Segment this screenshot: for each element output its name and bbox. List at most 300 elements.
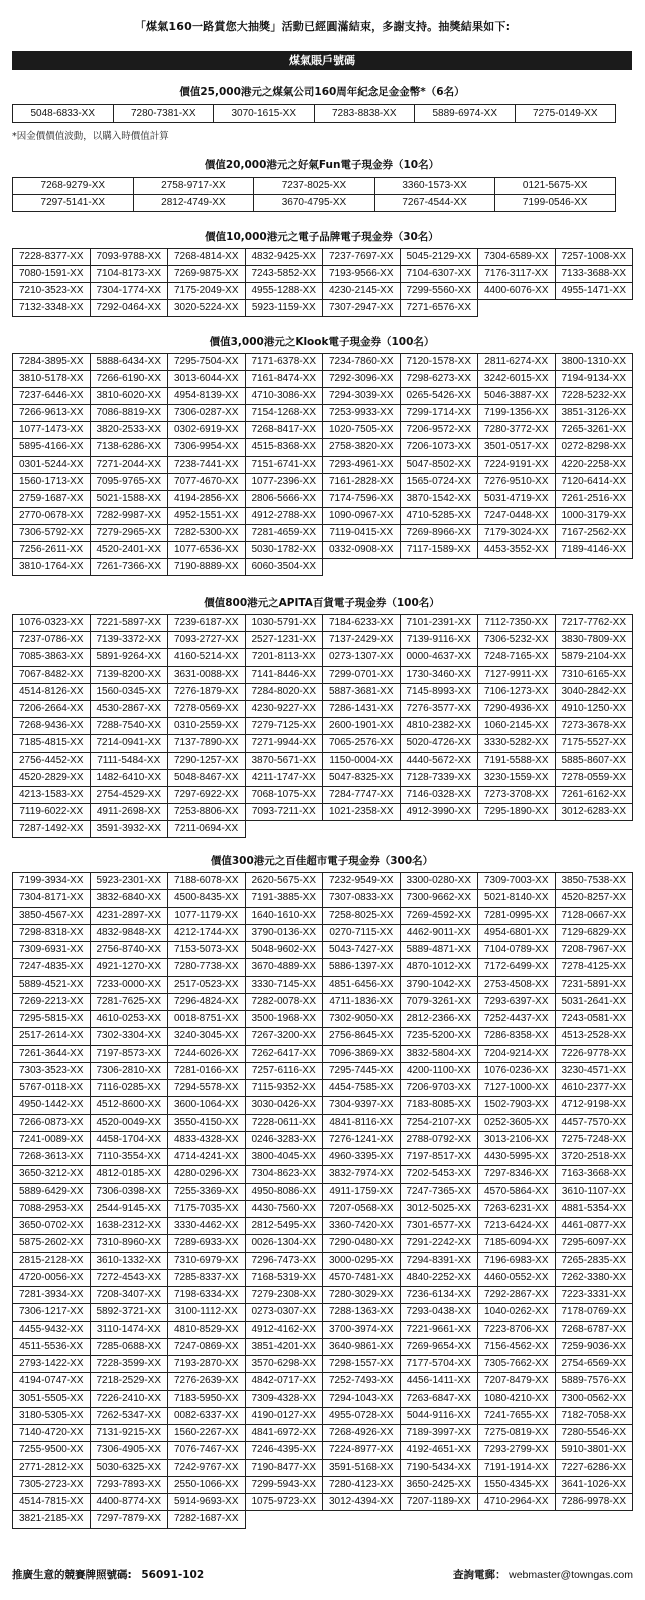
account-number-cell: 7271-6576-XX bbox=[401, 300, 479, 317]
account-number-cell: 3790-1042-XX bbox=[401, 977, 479, 994]
account-number-cell: 7151-6741-XX bbox=[246, 457, 324, 474]
account-number-cell: 3631-0088-XX bbox=[168, 667, 246, 684]
account-number-cell: 7303-3523-XX bbox=[13, 1063, 91, 1080]
account-number-cell: 7185-6094-XX bbox=[478, 1235, 556, 1252]
account-number-cell: 7175-5527-XX bbox=[556, 735, 634, 752]
account-number-cell: 7065-2576-XX bbox=[323, 735, 401, 752]
account-number-cell: 7191-5588-XX bbox=[478, 753, 556, 770]
account-number-cell: 7177-5704-XX bbox=[401, 1356, 479, 1373]
account-number-cell: 4457-7570-XX bbox=[556, 1115, 634, 1132]
account-number-cell: 7284-8020-XX bbox=[246, 684, 324, 701]
account-number-cell: 3360-1573-XX bbox=[375, 178, 496, 195]
account-number-cell: 7268-4814-XX bbox=[168, 249, 246, 266]
account-number-cell: 7217-7762-XX bbox=[556, 615, 634, 632]
account-number-cell: 5030-1782-XX bbox=[246, 542, 324, 559]
account-number-cell: 4194-0747-XX bbox=[13, 1373, 91, 1390]
table-row bbox=[13, 354, 633, 371]
account-number-cell: 7297-7879-XX bbox=[91, 1511, 169, 1528]
account-number-cell: 4912-4162-XX bbox=[246, 1322, 324, 1339]
account-number-cell: 3013-6044-XX bbox=[168, 371, 246, 388]
account-number-cell: 1077-2396-XX bbox=[246, 474, 324, 491]
account-number-cell: 7127-9911-XX bbox=[478, 667, 556, 684]
account-number-cell: 4912-3990-XX bbox=[401, 804, 479, 821]
account-number-cell: 7268-9436-XX bbox=[13, 718, 91, 735]
account-number-cell: 7304-8171-XX bbox=[13, 890, 91, 907]
account-number-cell: 2517-2614-XX bbox=[13, 1028, 91, 1045]
account-number-cell: 7183-5950-XX bbox=[168, 1391, 246, 1408]
account-number-cell: 7137-7890-XX bbox=[168, 735, 246, 752]
account-number-cell: 7243-5852-XX bbox=[246, 266, 324, 283]
account-number-cell: 1075-9723-XX bbox=[246, 1494, 324, 1511]
prize-title: 價值20,000港元之好氣Fun電子現金券（10名） bbox=[204, 159, 440, 171]
account-number-cell: 7243-0581-XX bbox=[556, 1011, 634, 1028]
account-number-cell: 7281-3934-XX bbox=[13, 1287, 91, 1304]
account-number-cell: 5767-0118-XX bbox=[13, 1080, 91, 1097]
prize-title: 價值10,000港元之電子品牌電子現金券（30名） bbox=[205, 231, 439, 243]
table-row bbox=[13, 1115, 633, 1132]
account-number-cell: 3012-5025-XX bbox=[401, 1201, 479, 1218]
account-number-cell: 7183-8085-XX bbox=[401, 1097, 479, 1114]
account-number-cell: 1090-0967-XX bbox=[323, 508, 401, 525]
account-number-cell: 4461-0877-XX bbox=[556, 1218, 634, 1235]
table-row bbox=[13, 1339, 633, 1356]
table-row bbox=[13, 491, 633, 508]
account-number-cell: 5021-8140-XX bbox=[478, 890, 556, 907]
table-row bbox=[13, 1511, 633, 1528]
account-number-cell: 5046-3887-XX bbox=[478, 388, 556, 405]
account-number-cell: 0332-0908-XX bbox=[323, 542, 401, 559]
account-number-cell: 2815-2128-XX bbox=[13, 1253, 91, 1270]
account-number-cell: 4955-1471-XX bbox=[556, 283, 634, 300]
account-number-cell: 4833-4328-XX bbox=[168, 1132, 246, 1149]
account-number-cell: 5895-4166-XX bbox=[13, 439, 91, 456]
account-number-cell: 7132-3348-XX bbox=[13, 300, 91, 317]
account-number-cell: 7111-5484-XX bbox=[91, 753, 169, 770]
table-row bbox=[13, 994, 633, 1011]
account-number-cell: 3550-4150-XX bbox=[168, 1115, 246, 1132]
account-number-cell: 2811-6274-XX bbox=[478, 354, 556, 371]
account-number-cell: 4842-0717-XX bbox=[246, 1373, 324, 1390]
account-number-cell: 7191-1914-XX bbox=[478, 1460, 556, 1477]
account-number-cell: 2756-8740-XX bbox=[91, 942, 169, 959]
table-row bbox=[13, 770, 633, 787]
account-number-cell: 7176-3117-XX bbox=[478, 266, 556, 283]
account-number-cell: 7265-2835-XX bbox=[556, 1253, 634, 1270]
account-number-cell: 7167-2562-XX bbox=[556, 525, 634, 542]
account-number-cell: 0121-5675-XX bbox=[495, 178, 616, 195]
account-number-cell: 7138-6286-XX bbox=[91, 439, 169, 456]
prize-title: 價值25,000港元之煤氣公司160周年紀念足金金幣*（6名） bbox=[179, 86, 465, 98]
account-number-cell: 3013-2106-XX bbox=[478, 1132, 556, 1149]
account-number-cell: 7304-1774-XX bbox=[91, 283, 169, 300]
account-number-cell: 0246-3283-XX bbox=[246, 1132, 324, 1149]
account-number-cell: 7137-2429-XX bbox=[323, 632, 401, 649]
table-row bbox=[13, 300, 633, 317]
account-number-cell: 7189-3997-XX bbox=[401, 1425, 479, 1442]
account-number-cell: 7305-7662-XX bbox=[478, 1356, 556, 1373]
account-number-cell: 3230-4571-XX bbox=[556, 1063, 634, 1080]
account-number-cell: 7246-4395-XX bbox=[246, 1442, 324, 1459]
account-number-cell: 7306-4905-XX bbox=[91, 1442, 169, 1459]
account-number-cell: 7269-9654-XX bbox=[401, 1339, 479, 1356]
account-number-cell: 7255-3369-XX bbox=[168, 1184, 246, 1201]
account-number-cell: 4570-7481-XX bbox=[323, 1270, 401, 1287]
account-number-cell: 1077-1473-XX bbox=[13, 422, 91, 439]
account-number-cell: 7299-5943-XX bbox=[246, 1477, 324, 1494]
account-number-cell: 7269-8966-XX bbox=[401, 525, 479, 542]
account-number-cell: 7278-0569-XX bbox=[168, 701, 246, 718]
table-row bbox=[13, 821, 633, 838]
account-number-cell: 7288-1363-XX bbox=[323, 1304, 401, 1321]
account-number-cell: 7296-4824-XX bbox=[168, 994, 246, 1011]
account-number-cell: 5044-9116-XX bbox=[401, 1408, 479, 1425]
account-number-cell: 5886-1397-XX bbox=[323, 959, 401, 976]
account-number-cell: 7280-7738-XX bbox=[168, 959, 246, 976]
account-number-cell: 7211-0694-XX bbox=[168, 821, 246, 838]
account-number-cell: 3810-6020-XX bbox=[91, 388, 169, 405]
account-number-cell: 7239-6187-XX bbox=[168, 615, 246, 632]
account-number-cell: 7275-0149-XX bbox=[516, 105, 617, 123]
account-number-cell: 3720-2518-XX bbox=[556, 1149, 634, 1166]
account-number-cell: 0270-7115-XX bbox=[323, 925, 401, 942]
table-row bbox=[13, 753, 633, 770]
account-number-cell: 7261-7366-XX bbox=[91, 559, 169, 576]
account-number-cell: 3501-0517-XX bbox=[478, 439, 556, 456]
account-number-cell: 7280-3772-XX bbox=[478, 422, 556, 439]
account-number-cell: 7268-8417-XX bbox=[246, 422, 324, 439]
account-number-cell: 1560-1713-XX bbox=[13, 474, 91, 491]
account-number-cell: 7268-6787-XX bbox=[556, 1322, 634, 1339]
account-number-cell: 7294-3039-XX bbox=[323, 388, 401, 405]
account-number-cell: 7076-7467-XX bbox=[168, 1442, 246, 1459]
account-number-cell: 7263-6231-XX bbox=[478, 1201, 556, 1218]
account-number-cell: 4812-0185-XX bbox=[91, 1166, 169, 1183]
account-number-cell: 7207-1189-XX bbox=[401, 1494, 479, 1511]
account-number-cell: 7172-6499-XX bbox=[478, 959, 556, 976]
account-number-cell: 0252-3605-XX bbox=[478, 1115, 556, 1132]
table-row bbox=[13, 1270, 633, 1287]
account-number-cell: 4460-0552-XX bbox=[478, 1270, 556, 1287]
account-number-cell: 7182-7058-XX bbox=[556, 1408, 634, 1425]
table-row bbox=[13, 804, 633, 821]
account-number-cell: 4220-2258-XX bbox=[556, 457, 634, 474]
account-number-cell: 7288-7540-XX bbox=[91, 718, 169, 735]
account-number-cell: 7127-1000-XX bbox=[478, 1080, 556, 1097]
account-number-cell: 7129-6829-XX bbox=[556, 925, 634, 942]
account-number-cell: 2754-4529-XX bbox=[91, 787, 169, 804]
account-number-cell: 4514-7815-XX bbox=[13, 1494, 91, 1511]
account-number-cell: 4440-5672-XX bbox=[401, 753, 479, 770]
account-number-cell: 4520-2829-XX bbox=[13, 770, 91, 787]
account-number-cell: 7290-4936-XX bbox=[478, 701, 556, 718]
account-number-cell: 7238-7441-XX bbox=[168, 457, 246, 474]
account-number-cell: 7139-9116-XX bbox=[401, 632, 479, 649]
account-number-cell: 7309-6931-XX bbox=[13, 942, 91, 959]
account-number-cell: 7310-6979-XX bbox=[168, 1253, 246, 1270]
account-number-cell: 1077-6536-XX bbox=[168, 542, 246, 559]
account-number-cell: 2812-4749-XX bbox=[134, 195, 255, 212]
account-number-cell: 7093-9788-XX bbox=[91, 249, 169, 266]
account-number-cell: 1640-1610-XX bbox=[246, 908, 324, 925]
account-number-cell: 7133-3688-XX bbox=[556, 266, 634, 283]
account-number-cell: 5047-8502-XX bbox=[401, 457, 479, 474]
account-number-cell: 4710-5285-XX bbox=[401, 508, 479, 525]
account-number-cell: 7293-6397-XX bbox=[478, 994, 556, 1011]
account-number-cell: 7206-1073-XX bbox=[401, 439, 479, 456]
account-number-cell: 7271-9944-XX bbox=[246, 735, 324, 752]
table-row bbox=[13, 178, 616, 195]
account-number-cell: 7231-5891-XX bbox=[556, 977, 634, 994]
account-number-cell: 7255-9500-XX bbox=[13, 1442, 91, 1459]
account-number-cell: 7261-3644-XX bbox=[13, 1046, 91, 1063]
account-number-cell: 7221-9661-XX bbox=[401, 1322, 479, 1339]
table-row bbox=[13, 474, 633, 491]
account-number-cell: 4710-3086-XX bbox=[246, 388, 324, 405]
table-row bbox=[13, 959, 633, 976]
account-number-cell: 7223-3331-XX bbox=[556, 1287, 634, 1304]
table-row bbox=[13, 266, 633, 283]
account-number-cell: 7247-0448-XX bbox=[478, 508, 556, 525]
account-number-cell: 7254-2107-XX bbox=[401, 1115, 479, 1132]
account-number-cell: 2806-5666-XX bbox=[246, 491, 324, 508]
account-number-cell: 7115-9352-XX bbox=[246, 1080, 324, 1097]
account-number-cell: 3100-1112-XX bbox=[168, 1304, 246, 1321]
winner-table bbox=[12, 177, 616, 212]
account-number-cell: 0000-4637-XX bbox=[401, 649, 479, 666]
account-number-cell: 7282-0078-XX bbox=[246, 994, 324, 1011]
account-number-cell: 7095-9765-XX bbox=[91, 474, 169, 491]
account-number-cell: 4400-6076-XX bbox=[478, 283, 556, 300]
account-number-cell: 3650-3212-XX bbox=[13, 1166, 91, 1183]
account-number-cell: 3242-6015-XX bbox=[478, 371, 556, 388]
account-number-cell: 3832-6840-XX bbox=[91, 890, 169, 907]
account-number-cell: 4954-8139-XX bbox=[168, 388, 246, 405]
account-number-cell: 4832-9425-XX bbox=[246, 249, 324, 266]
account-number-cell: 1060-2145-XX bbox=[478, 718, 556, 735]
table-row bbox=[13, 632, 633, 649]
account-number-cell: 7282-9987-XX bbox=[91, 508, 169, 525]
account-number-cell: 5048-9602-XX bbox=[246, 942, 324, 959]
table-row bbox=[13, 508, 633, 525]
account-number-cell: 2753-4508-XX bbox=[478, 977, 556, 994]
account-number-cell: 5889-6974-XX bbox=[415, 105, 516, 123]
account-number-cell: 1638-2312-XX bbox=[91, 1218, 169, 1235]
account-number-cell: 7290-1257-XX bbox=[168, 753, 246, 770]
table-row bbox=[13, 1460, 633, 1477]
account-number-cell: 7191-3885-XX bbox=[246, 890, 324, 907]
account-number-cell: 7179-3024-XX bbox=[478, 525, 556, 542]
account-number-cell: 7197-8517-XX bbox=[401, 1149, 479, 1166]
account-number-cell: 4430-7560-XX bbox=[246, 1201, 324, 1218]
account-number-cell: 7196-6983-XX bbox=[478, 1253, 556, 1270]
account-number-cell: 7194-9134-XX bbox=[556, 371, 634, 388]
account-number-cell: 7299-1714-XX bbox=[401, 405, 479, 422]
account-number-cell: 7268-3613-XX bbox=[13, 1149, 91, 1166]
account-number-cell: 7302-3304-XX bbox=[91, 1028, 169, 1045]
account-number-cell: 7276-2639-XX bbox=[168, 1373, 246, 1390]
account-number-cell: 2812-2366-XX bbox=[401, 1011, 479, 1028]
account-number-cell: 7206-9703-XX bbox=[401, 1080, 479, 1097]
table-row bbox=[13, 787, 633, 804]
account-number-cell: 0302-6919-XX bbox=[168, 422, 246, 439]
account-number-cell: 7280-4123-XX bbox=[323, 1477, 401, 1494]
account-number-cell: 3641-1026-XX bbox=[556, 1477, 634, 1494]
account-number-cell: 7266-6190-XX bbox=[91, 371, 169, 388]
account-number-cell: 7161-8474-XX bbox=[246, 371, 324, 388]
account-number-cell: 4720-0056-XX bbox=[13, 1270, 91, 1287]
account-number-cell: 2759-1687-XX bbox=[13, 491, 91, 508]
account-number-cell: 5889-4521-XX bbox=[13, 977, 91, 994]
table-row bbox=[13, 371, 633, 388]
account-number-cell: 7279-2965-XX bbox=[91, 525, 169, 542]
account-number-cell: 7292-0464-XX bbox=[91, 300, 169, 317]
account-number-cell: 4520-8257-XX bbox=[556, 890, 634, 907]
account-number-cell: 7235-5200-XX bbox=[401, 1028, 479, 1045]
account-number-cell: 7128-0667-XX bbox=[556, 908, 634, 925]
table-row bbox=[13, 405, 633, 422]
account-number-cell: 7178-0769-XX bbox=[556, 1304, 634, 1321]
account-number-cell: 7120-1578-XX bbox=[401, 354, 479, 371]
account-number-cell: 7295-7504-XX bbox=[168, 354, 246, 371]
account-number-cell: 4200-1100-XX bbox=[401, 1063, 479, 1080]
account-number-cell: 5031-2641-XX bbox=[556, 994, 634, 1011]
account-number-cell: 5047-8325-XX bbox=[323, 770, 401, 787]
account-number-cell: 7269-4592-XX bbox=[401, 908, 479, 925]
account-number-cell: 4870-1012-XX bbox=[401, 959, 479, 976]
account-number-cell: 7198-6334-XX bbox=[168, 1287, 246, 1304]
table-row bbox=[13, 439, 633, 456]
account-number-cell: 3851-3126-XX bbox=[556, 405, 634, 422]
account-number-cell: 2550-1066-XX bbox=[168, 1477, 246, 1494]
account-number-cell: 7297-5141-XX bbox=[13, 195, 134, 212]
contact-email[interactable]: webmaster@towngas.com bbox=[509, 1569, 633, 1581]
account-number-cell: 4952-1551-XX bbox=[168, 508, 246, 525]
account-number-cell: 3330-5282-XX bbox=[478, 735, 556, 752]
account-number-cell: 3810-5178-XX bbox=[13, 371, 91, 388]
account-number-cell: 7294-1043-XX bbox=[323, 1391, 401, 1408]
account-number-cell: 7261-2516-XX bbox=[556, 491, 634, 508]
account-number-cell: 7305-2723-XX bbox=[13, 1477, 91, 1494]
table-row bbox=[13, 1218, 633, 1235]
account-number-cell: 7276-9510-XX bbox=[478, 474, 556, 491]
account-number-cell: 6060-3504-XX bbox=[246, 559, 324, 576]
account-number-cell: 7228-5232-XX bbox=[556, 388, 634, 405]
header-bar: 煤氣賬戶號碼 bbox=[12, 51, 632, 70]
table-row bbox=[13, 1253, 633, 1270]
account-number-cell: 7281-0166-XX bbox=[168, 1063, 246, 1080]
account-number-cell: 3180-5305-XX bbox=[13, 1408, 91, 1425]
account-number-cell: 7214-0941-XX bbox=[91, 735, 169, 752]
account-number-cell: 2771-2812-XX bbox=[13, 1460, 91, 1477]
table-row bbox=[13, 1408, 633, 1425]
account-number-cell: 5030-6325-XX bbox=[91, 1460, 169, 1477]
account-number-cell: 7213-6424-XX bbox=[478, 1218, 556, 1235]
account-number-cell: 7079-3261-XX bbox=[401, 994, 479, 1011]
account-number-cell: 7286-9978-XX bbox=[556, 1494, 634, 1511]
account-number-cell: 4280-0296-XX bbox=[168, 1166, 246, 1183]
account-number-cell: 7139-8200-XX bbox=[91, 667, 169, 684]
account-number-cell: 5891-9264-XX bbox=[91, 649, 169, 666]
license-label: 推廣生意的競賽牌照號碼: bbox=[12, 1569, 132, 1581]
account-number-cell: 7088-2953-XX bbox=[13, 1201, 91, 1218]
account-number-cell: 1080-4210-XX bbox=[478, 1391, 556, 1408]
account-number-cell: 7275-0819-XX bbox=[478, 1425, 556, 1442]
account-number-cell: 7237-8025-XX bbox=[254, 178, 375, 195]
account-number-cell: 4453-3552-XX bbox=[478, 542, 556, 559]
account-number-cell: 7104-0789-XX bbox=[478, 942, 556, 959]
account-number-cell: 7175-7035-XX bbox=[168, 1201, 246, 1218]
account-number-cell: 0265-5426-XX bbox=[401, 388, 479, 405]
account-number-cell: 1020-7505-XX bbox=[323, 422, 401, 439]
table-row bbox=[13, 1028, 633, 1045]
table-row bbox=[13, 890, 633, 907]
account-number-cell: 7271-2044-XX bbox=[91, 457, 169, 474]
account-number-cell: 7221-5897-XX bbox=[91, 615, 169, 632]
account-number-cell: 7295-6097-XX bbox=[556, 1235, 634, 1252]
account-number-cell: 3870-1542-XX bbox=[401, 491, 479, 508]
account-number-cell: 7258-8025-XX bbox=[323, 908, 401, 925]
account-number-cell: 2770-0678-XX bbox=[13, 508, 91, 525]
account-number-cell: 4520-0049-XX bbox=[91, 1115, 169, 1132]
account-number-cell: 7112-7350-XX bbox=[478, 615, 556, 632]
account-number-cell: 7252-7493-XX bbox=[323, 1373, 401, 1390]
account-number-cell: 5889-7576-XX bbox=[556, 1373, 634, 1390]
account-number-cell: 4955-0728-XX bbox=[323, 1408, 401, 1425]
table-row bbox=[13, 735, 633, 752]
account-number-cell: 7300-0562-XX bbox=[556, 1391, 634, 1408]
account-number-cell: 7281-4659-XX bbox=[246, 525, 324, 542]
account-number-cell: 7207-0568-XX bbox=[323, 1201, 401, 1218]
account-number-cell: 3591-5168-XX bbox=[323, 1460, 401, 1477]
account-number-cell: 7237-0786-XX bbox=[13, 632, 91, 649]
account-number-cell: 7236-6134-XX bbox=[401, 1287, 479, 1304]
account-number-cell: 2600-1901-XX bbox=[323, 718, 401, 735]
account-number-cell: 7131-9215-XX bbox=[91, 1425, 169, 1442]
account-number-cell: 4881-5354-XX bbox=[556, 1201, 634, 1218]
account-number-cell: 2544-9145-XX bbox=[91, 1201, 169, 1218]
account-number-cell: 1560-0345-XX bbox=[91, 684, 169, 701]
account-number-cell: 3020-5224-XX bbox=[168, 300, 246, 317]
account-number-cell: 1021-2358-XX bbox=[323, 804, 401, 821]
account-number-cell: 7306-2810-XX bbox=[91, 1063, 169, 1080]
account-number-cell: 3810-1764-XX bbox=[13, 559, 91, 576]
account-number-cell: 7193-2870-XX bbox=[168, 1356, 246, 1373]
account-number-cell: 7104-8173-XX bbox=[91, 266, 169, 283]
account-number-cell: 4840-2252-XX bbox=[401, 1270, 479, 1287]
account-number-cell: 7154-1268-XX bbox=[246, 405, 324, 422]
account-number-cell: 7299-5560-XX bbox=[401, 283, 479, 300]
account-number-cell: 1076-0236-XX bbox=[478, 1063, 556, 1080]
account-number-cell: 4712-9198-XX bbox=[556, 1097, 634, 1114]
table-row bbox=[13, 249, 633, 266]
account-number-cell: 7145-8993-XX bbox=[401, 684, 479, 701]
account-number-cell: 7279-7125-XX bbox=[246, 718, 324, 735]
account-number-cell: 2788-0792-XX bbox=[401, 1132, 479, 1149]
account-number-cell: 7228-8377-XX bbox=[13, 249, 91, 266]
account-number-cell: 7161-2828-XX bbox=[323, 474, 401, 491]
account-number-cell: 4462-9011-XX bbox=[401, 925, 479, 942]
account-number-cell: 5048-8467-XX bbox=[168, 770, 246, 787]
account-number-cell: 7267-3200-XX bbox=[246, 1028, 324, 1045]
account-number-cell: 7269-9875-XX bbox=[168, 266, 246, 283]
table-row bbox=[13, 615, 633, 632]
account-number-cell: 5048-6833-XX bbox=[13, 105, 114, 123]
account-number-cell: 7139-3372-XX bbox=[91, 632, 169, 649]
account-number-cell: 2812-5495-XX bbox=[246, 1218, 324, 1235]
account-number-cell: 1730-3460-XX bbox=[401, 667, 479, 684]
account-number-cell: 2754-6569-XX bbox=[556, 1356, 634, 1373]
account-number-cell: 7188-6078-XX bbox=[168, 873, 246, 890]
